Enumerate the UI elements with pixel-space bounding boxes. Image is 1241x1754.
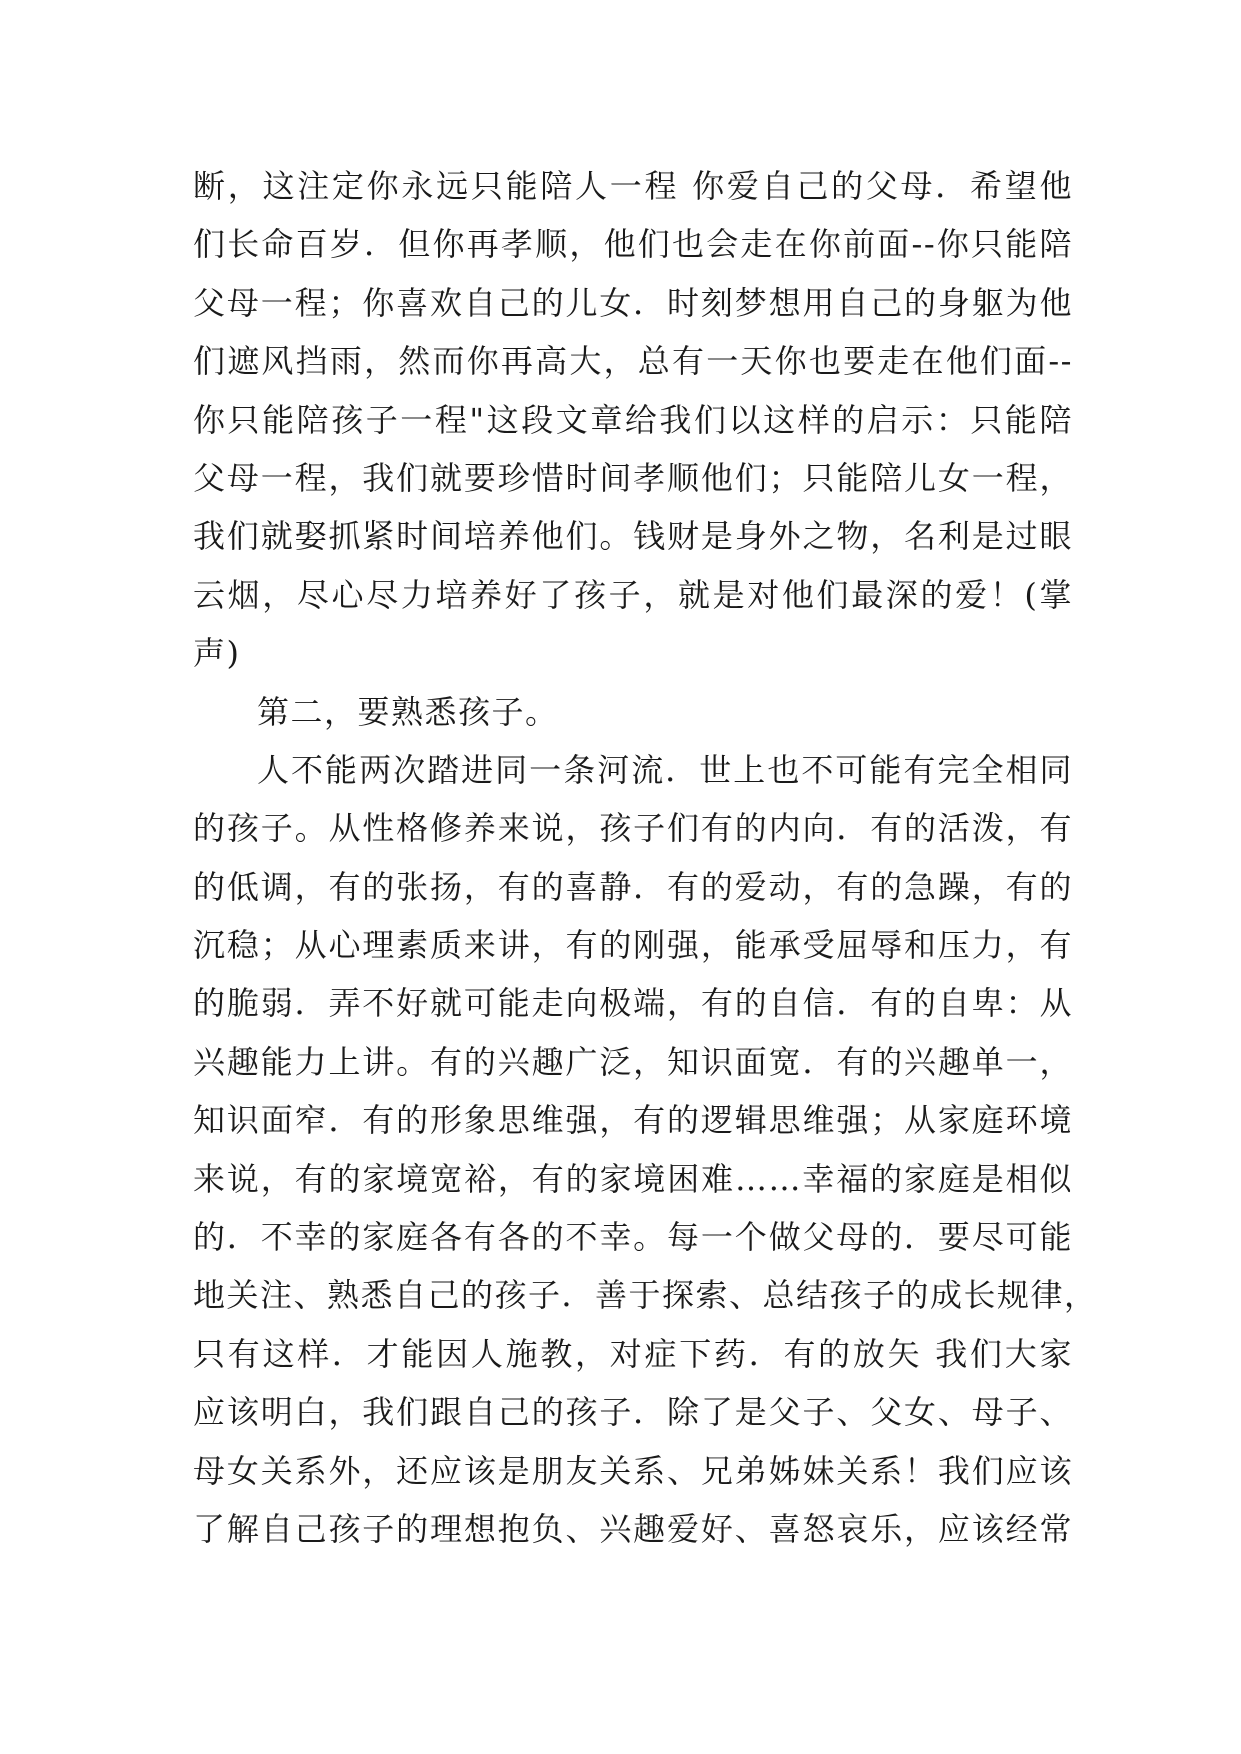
body-text: [193, 157, 1098, 1558]
text-line: 我们就娶抓紧时间培养他们。钱财是身外之物，名利是过眼: [193, 517, 1073, 556]
text-line: 的孩子。从性格修养来说，孩子们有的内向．有的活泼，有: [193, 809, 1073, 848]
text-line: 只有这样．才能因人施教，对症下药．有的放矢 我们大家: [193, 1334, 1073, 1373]
text-line: 应该明白，我们跟自己的孩子．除了是父子、父女、母子、: [193, 1393, 1073, 1432]
text-line: 的．不幸的家庭各有各的不幸。每一个做父母的．要尽可能: [193, 1218, 1073, 1257]
text-line: 知识面窄．有的形象思维强，有的逻辑思维强；从家庭环境: [193, 1101, 1073, 1140]
text-line: 人不能两次踏进同一条河流．世上也不可能有完全相同: [257, 750, 1073, 789]
text-line: 们长命百岁．但你再孝顺，他们也会走在你前面--你只能陪: [193, 225, 1073, 264]
text-line: 们遮风挡雨，然而你再高大，总有一天你也要走在他们面--: [193, 342, 1073, 381]
text-line: 母女关系外，还应该是朋友关系、兄弟姊妹关系！我们应该: [193, 1451, 1073, 1490]
text-line: 云烟，尽心尽力培养好了孩子，就是对他们最深的爱！(掌: [193, 575, 1073, 614]
text-line: 声): [193, 634, 241, 673]
text-line: 兴趣能力上讲。有的兴趣广泛，知识面宽．有的兴趣单一，: [193, 1042, 1073, 1081]
text-line: 来说，有的家境宽裕，有的家境困难……幸福的家庭是相似: [193, 1159, 1073, 1198]
text-line: 断，这注定你永远只能陪人一程 你爱自己的父母．希望他: [193, 167, 1073, 205]
section-heading: 第二，要熟悉孩子。: [257, 692, 559, 731]
text-line: 的脆弱．弄不好就可能走向极端，有的自信．有的自卑：从: [193, 984, 1073, 1023]
text-line: 沉稳；从心理素质来讲，有的刚强，能承受屈辱和压力，有: [193, 926, 1073, 965]
text-line: 父母一程；你喜欢自己的儿女．时刻梦想用自己的身躯为他: [193, 283, 1073, 322]
text-line: 父母一程，我们就要珍惜时间孝顺他们；只能陪儿女一程，: [193, 458, 1073, 497]
text-line: 了解自己孩子的理想抱负、兴趣爱好、喜怒哀乐，应该经常: [193, 1509, 1073, 1548]
text-line: 地关注、熟悉自己的孩子．善于探索、总结孩子的成长规律，: [193, 1276, 1098, 1315]
text-line: 你只能陪孩子一程"这段文章给我们以这样的启示：只能陪: [193, 400, 1073, 439]
text-line: 的低调，有的张扬，有的喜静．有的爱动，有的急躁，有的: [193, 867, 1073, 906]
